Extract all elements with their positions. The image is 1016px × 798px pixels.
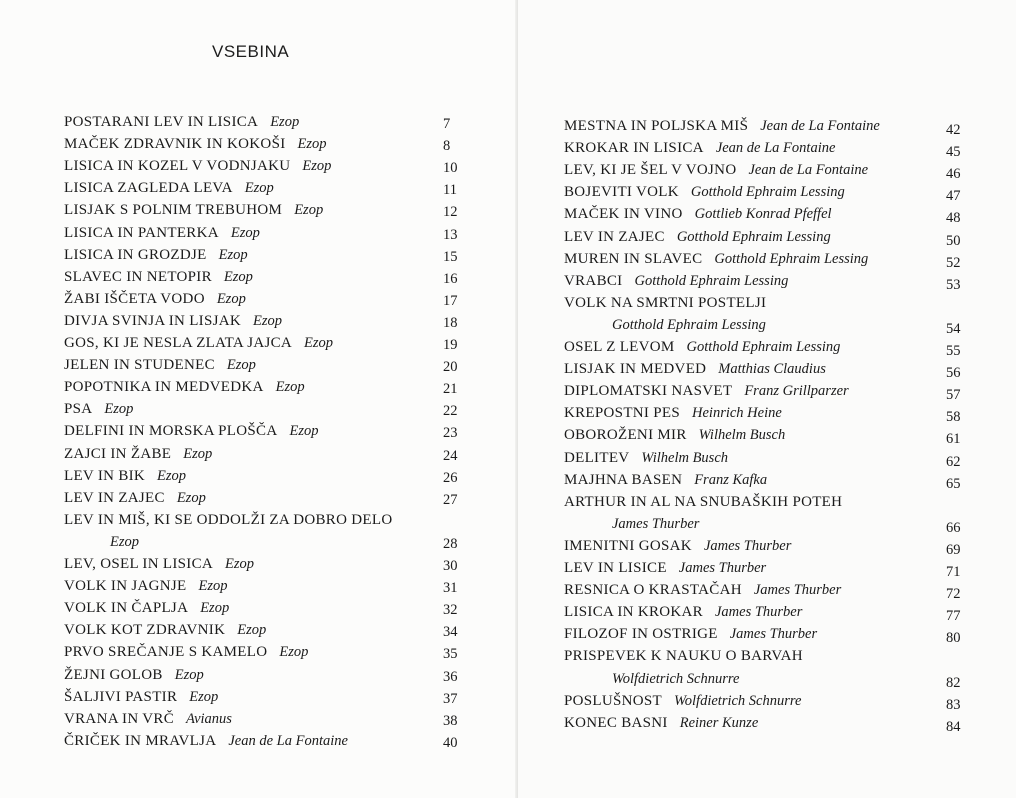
entry-author: Wolfdietrich Schnurre	[674, 692, 802, 709]
toc-entry	[564, 713, 758, 733]
toc-entry	[64, 200, 323, 220]
entry-title: VRABCI	[564, 272, 623, 289]
entry-title: POPOTNIKA IN MEDVEDKA	[64, 379, 264, 396]
entry-title: DELFINI IN MORSKA PLOŠČA	[64, 423, 278, 440]
toc-entry	[64, 399, 133, 419]
entry-title: SLAVEC IN NETOPIR	[64, 268, 212, 285]
entry-author: Avianus	[186, 710, 232, 727]
entry-page-number: 47	[946, 188, 961, 205]
entry-author: Ezop	[279, 644, 309, 661]
entry-author: Ezop	[226, 357, 256, 374]
entry-page-number: 83	[946, 696, 961, 713]
entry-title: KREPOSTNI PES	[564, 405, 681, 422]
entry-title: LEV IN ZAJEC	[564, 228, 665, 245]
entry-title: VRANA IN VRČ	[64, 710, 175, 727]
toc-entry	[64, 642, 308, 662]
entry-author: Heinrich Heine	[692, 405, 782, 422]
entry-page-number: 8	[443, 138, 451, 155]
entry-page-number: 18	[443, 314, 458, 331]
toc-entry	[64, 245, 248, 265]
entry-author: James Thurber	[729, 626, 818, 643]
entry-author: Ezop	[200, 600, 230, 617]
toc-entry	[64, 223, 260, 243]
entry-author: James Thurber	[612, 515, 700, 532]
entry-title: MESTNA IN POLJSKA MIŠ	[564, 118, 749, 134]
entry-title: LEV IN MIŠ, KI SE ODDOLŽI ZA DOBRO DELO	[64, 511, 393, 528]
toc-entry	[64, 178, 274, 198]
entry-author: Wilhelm Busch	[641, 449, 729, 466]
entry-author: Ezop	[110, 533, 139, 550]
entry-page-number: 82	[946, 674, 961, 691]
toc-entry	[612, 669, 739, 689]
toc-entry	[110, 532, 139, 552]
toc-entry	[612, 315, 766, 335]
entry-page-number: 34	[443, 624, 458, 641]
entry-title: LEV IN LISICE	[564, 560, 667, 576]
entry-page-number: 20	[443, 359, 458, 376]
entry-title: FILOZOF IN OSTRIGE	[564, 626, 718, 643]
toc-entry	[564, 293, 766, 313]
entry-title: POSLUŠNOST	[564, 692, 663, 709]
entry-title: LEV IN BIK	[64, 467, 146, 484]
entry-page-number: 56	[946, 365, 961, 382]
entry-page-number: 27	[443, 491, 458, 508]
entry-author: Gotthold Ephraim Lessing	[714, 250, 869, 267]
entry-author: Ezop	[183, 445, 213, 462]
entry-author: Ezop	[198, 578, 228, 595]
entry-page-number: 69	[946, 541, 961, 558]
entry-page-number: 36	[443, 668, 458, 685]
toc-entry	[64, 466, 186, 486]
entry-author: Gottlieb Konrad Pfeffel	[694, 206, 832, 223]
entry-page-number: 57	[946, 387, 961, 404]
entry-title: MAČEK ZDRAVNIK IN KOKOŠI	[64, 136, 286, 153]
toc-entry	[64, 134, 327, 154]
entry-page-number: 52	[946, 254, 961, 271]
entry-author: Ezop	[230, 224, 260, 241]
toc-entry	[64, 554, 254, 574]
entry-page-number: 55	[946, 343, 961, 359]
toc-entry	[564, 691, 801, 711]
entry-page-number: 72	[946, 586, 961, 603]
toc-entry	[564, 624, 817, 644]
entry-author: Jean de La Fontaine	[760, 118, 880, 134]
toc-entry	[564, 116, 880, 136]
entry-page-number: 66	[946, 519, 961, 536]
toc-entry	[64, 421, 318, 441]
entry-author: Ezop	[302, 158, 332, 175]
entry-page-number: 10	[443, 160, 458, 177]
entry-title: KROKAR IN LISICA	[564, 140, 704, 157]
entry-author: Ezop	[104, 401, 134, 418]
entry-author: Franz Kafka	[694, 471, 768, 488]
entry-author: James Thurber	[703, 537, 792, 554]
entry-page-number: 42	[946, 122, 961, 138]
entry-title: VOLK IN JAGNJE	[64, 578, 187, 595]
toc-entry	[64, 377, 305, 397]
page-heading: VSEBINA	[212, 42, 290, 61]
entry-title: BOJEVITI VOLK	[564, 184, 679, 201]
toc-entry	[564, 470, 767, 490]
toc-entry	[64, 289, 246, 309]
entry-page-number: 48	[946, 210, 961, 227]
entry-page-number: 30	[443, 558, 458, 574]
toc-entry	[64, 156, 331, 176]
entry-page-number: 40	[443, 734, 458, 751]
entry-author: Ezop	[244, 180, 274, 197]
toc-entry	[564, 580, 841, 600]
entry-title: LISICA IN PANTERKA	[64, 224, 219, 241]
toc-entry	[64, 488, 206, 508]
entry-title: PRVO SREČANJE S KAMELO	[64, 644, 268, 661]
toc-entry	[564, 160, 868, 180]
toc-entry	[564, 448, 728, 468]
entry-title: LISJAK IN MEDVED	[564, 361, 707, 378]
entry-author: Jean de La Fontaine	[715, 140, 836, 157]
entry-author: Ezop	[275, 379, 305, 396]
right-page	[518, 0, 1016, 798]
entry-page-number: 77	[946, 608, 961, 625]
entry-title: VOLK NA SMRTNI POSTELJI	[564, 294, 767, 311]
toc-entry	[64, 665, 204, 685]
entry-page-number: 21	[443, 381, 458, 398]
toc-entry	[64, 510, 393, 530]
entry-title: ARTHUR IN AL NA SNUBAŠKIH POTEH	[564, 493, 843, 510]
toc-entry	[564, 249, 868, 269]
entry-author: James Thurber	[753, 582, 842, 599]
entry-author: James Thurber	[714, 604, 803, 621]
entry-author: Ezop	[297, 136, 327, 153]
entry-title: GOS, KI JE NESLA ZLATA JAJCA	[64, 335, 293, 351]
toc-entry	[64, 620, 266, 640]
entry-page-number: 61	[946, 431, 961, 448]
entry-page-number: 23	[443, 425, 458, 442]
toc-entry	[64, 267, 253, 287]
toc-entry	[64, 355, 256, 375]
toc-entry	[64, 444, 212, 464]
entry-author: Ezop	[294, 202, 324, 219]
entry-page-number: 58	[946, 409, 961, 426]
entry-page-number: 19	[443, 337, 458, 353]
entry-title: VOLK KOT ZDRAVNIK	[64, 622, 226, 639]
entry-author: Jean de La Fontaine	[228, 732, 348, 749]
entry-page-number: 26	[443, 469, 458, 486]
entry-title: LISICA IN KOZEL V VODNJAKU	[64, 158, 291, 175]
entry-author: Ezop	[174, 666, 204, 683]
entry-title: KONEC BASNI	[564, 714, 668, 731]
entry-page-number: 53	[946, 276, 961, 293]
toc-entry	[64, 333, 333, 353]
entry-author: James Thurber	[678, 560, 767, 576]
entry-title: LISJAK S POLNIM TREBUHOM	[64, 202, 283, 219]
entry-author: Ezop	[157, 467, 187, 484]
entry-page-number: 32	[443, 602, 458, 619]
entry-page-number: 54	[946, 320, 961, 337]
entry-title: OSEL Z LEVOM	[564, 339, 675, 355]
entry-title: ŽABI IŠČETA VODO	[64, 290, 205, 307]
entry-title: LEV, OSEL IN LISICA	[64, 556, 214, 572]
entry-page-number: 46	[946, 166, 961, 183]
entry-author: Ezop	[176, 489, 206, 506]
toc-entry	[64, 598, 229, 618]
entry-author: Ezop	[304, 335, 334, 351]
entry-title: DELITEV	[564, 449, 630, 466]
entry-page-number: 16	[443, 270, 458, 287]
toc-entry	[64, 576, 228, 596]
entry-title: ŽEJNI GOLOB	[64, 666, 163, 683]
entry-author: Gotthold Ephraim Lessing	[686, 339, 841, 355]
entry-author: Ezop	[223, 268, 253, 285]
entry-author: Jean de La Fontaine	[748, 162, 869, 179]
entry-page-number: 11	[443, 182, 457, 199]
toc-entry	[564, 204, 832, 224]
entry-title: ČRIČEK IN MRAVLJA	[64, 732, 217, 749]
entry-author: Ezop	[237, 622, 267, 639]
toc-entry	[564, 602, 802, 622]
toc-entry	[564, 492, 842, 512]
entry-title: MAJHNA BASEN	[564, 471, 683, 488]
toc-entry	[564, 182, 845, 202]
toc-entry	[564, 558, 766, 578]
entry-page-number: 65	[946, 475, 961, 492]
entry-author: Ezop	[270, 114, 300, 130]
toc-entry	[564, 536, 791, 556]
toc-entry	[64, 311, 282, 331]
entry-title: IMENITNI GOSAK	[564, 537, 692, 554]
entry-page-number: 13	[443, 226, 458, 243]
entry-title: ZAJCI IN ŽABE	[64, 445, 172, 462]
entry-author: Wolfdietrich Schnurre	[612, 670, 740, 687]
toc-entry	[564, 646, 803, 666]
entry-title: MAČEK IN VINO	[564, 206, 683, 223]
entry-page-number: 45	[946, 144, 961, 161]
entry-page-number: 12	[443, 204, 458, 221]
toc-entry	[564, 403, 782, 423]
toc-entry	[564, 381, 849, 401]
entry-author: Gotthold Ephraim Lessing	[676, 228, 831, 245]
toc-entry	[64, 687, 218, 707]
entry-title: ŠALJIVI PASTIR	[64, 688, 178, 705]
entry-author: Gotthold Ephraim Lessing	[690, 184, 845, 201]
entry-page-number: 15	[443, 248, 458, 265]
entry-page-number: 80	[946, 630, 961, 647]
entry-title: OBOROŽENI MIR	[564, 427, 687, 444]
entry-page-number: 37	[443, 690, 458, 707]
toc-entry	[64, 112, 299, 132]
entry-author: Ezop	[253, 312, 283, 329]
toc-entry	[64, 731, 348, 751]
entry-page-number: 84	[946, 718, 961, 735]
toc-entry	[564, 271, 788, 291]
entry-author: Reiner Kunze	[679, 714, 759, 731]
entry-author: Ezop	[289, 423, 319, 440]
entry-title: PSA	[64, 401, 93, 418]
entry-page-number: 24	[443, 447, 458, 464]
entry-title: JELEN IN STUDENEC	[64, 357, 215, 374]
entry-title: LISICA IN KROKAR	[564, 604, 703, 621]
entry-page-number: 50	[946, 232, 961, 249]
toc-entry	[564, 359, 826, 379]
entry-page-number: 17	[443, 292, 458, 309]
entry-page-number: 28	[443, 535, 458, 552]
toc-entry	[564, 138, 835, 158]
entry-title: MUREN IN SLAVEC	[564, 250, 703, 267]
entry-page-number: 7	[443, 116, 451, 132]
toc-entry	[564, 425, 785, 445]
entry-author: Ezop	[218, 246, 248, 263]
entry-page-number: 35	[443, 646, 458, 663]
entry-page-number: 22	[443, 403, 458, 420]
toc-entry	[564, 337, 840, 357]
entry-title: DIVJA SVINJA IN LISJAK	[64, 312, 242, 329]
entry-title: PRISPEVEK K NAUKU O BARVAH	[564, 648, 803, 665]
entry-author: Ezop	[216, 290, 246, 307]
entry-page-number: 31	[443, 580, 458, 597]
entry-author: Gotthold Ephraim Lessing	[634, 272, 789, 289]
entry-title: LISICA ZAGLEDA LEVA	[64, 180, 233, 197]
entry-title: DIPLOMATSKI NASVET	[564, 383, 733, 400]
entry-author: Gotthold Ephraim Lessing	[612, 316, 766, 333]
entry-title: RESNICA O KRASTAČAH	[564, 582, 742, 599]
entry-title: POSTARANI LEV IN LISICA	[64, 114, 259, 130]
toc-entry	[64, 709, 232, 729]
entry-author: Ezop	[225, 556, 255, 572]
entry-page-number: 38	[443, 712, 458, 729]
entry-author: Ezop	[189, 688, 219, 705]
entry-title: LEV, KI JE ŠEL V VOJNO	[564, 162, 737, 179]
toc-entry	[612, 514, 699, 534]
entry-author: Franz Grillparzer	[744, 383, 849, 400]
entry-title: VOLK IN ČAPLJA	[64, 600, 189, 617]
entry-page-number: 71	[946, 564, 961, 580]
entry-page-number: 62	[946, 453, 961, 470]
entry-author: Wilhelm Busch	[698, 427, 786, 444]
entry-author: Matthias Claudius	[718, 361, 826, 378]
toc-entry	[564, 227, 831, 247]
entry-title: LEV IN ZAJEC	[64, 489, 165, 506]
entry-title: LISICA IN GROZDJE	[64, 246, 207, 263]
